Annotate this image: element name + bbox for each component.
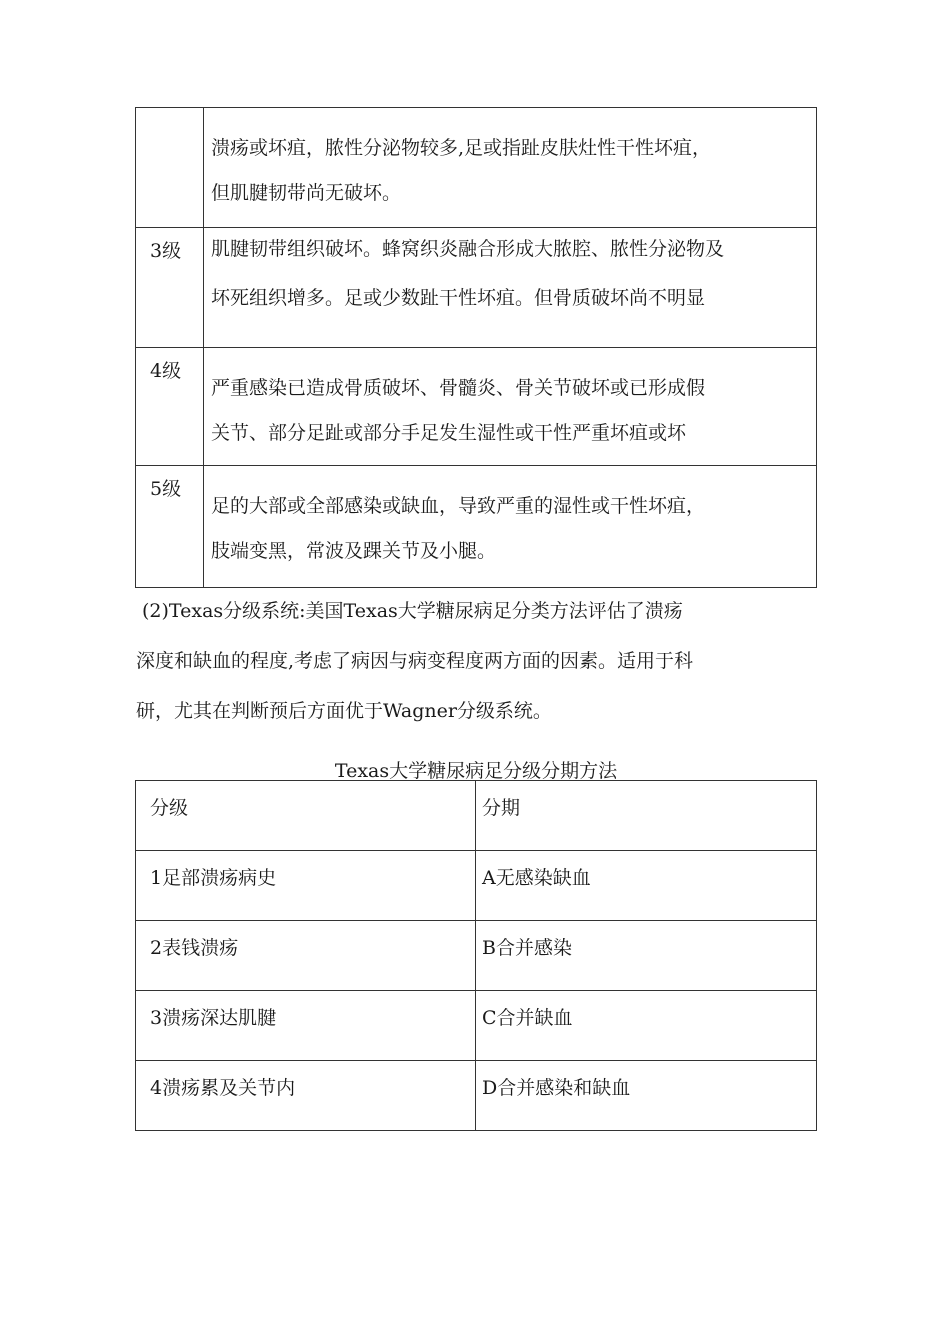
paragraph-line: 深度和缺血的程度,考虑了病因与病变程度两方面的因素。适用于科: [136, 650, 694, 672]
table-row: [136, 466, 817, 588]
texas-intro-paragraph: [136, 586, 816, 736]
grade-cell: 4级: [136, 348, 204, 466]
description-cell: [204, 228, 817, 348]
table-row: [136, 991, 817, 1061]
table-row: [136, 851, 817, 921]
table-caption: Texas大学糖尿病足分级分期方法: [334, 760, 618, 782]
header-stage: 分期: [476, 781, 817, 851]
description-cell: [204, 466, 817, 588]
description-clip: [211, 236, 810, 346]
grade-cell: 3溃疡深达肌腱: [136, 991, 476, 1061]
description-cell: [204, 108, 817, 228]
stage-cell: C合并缺血: [476, 991, 817, 1061]
description-line: 关节、部分足趾或部分手足发生湿性或干性严重坏疽或坏: [211, 422, 687, 444]
description-line: 严重感染已造成骨质破坏、骨髓炎、骨关节破坏或已形成假: [211, 377, 706, 399]
table-row: [136, 921, 817, 991]
table-row: [136, 1061, 817, 1131]
stage-cell: D合并感染和缺血: [476, 1061, 817, 1131]
paragraph-line: 研，尤其在判断预后方面优于Wagner分级系统。: [136, 700, 552, 722]
paragraph-line: (2)Texas分级系统:美国Texas大学糖尿病足分类方法评估了溃疡: [142, 600, 683, 622]
stage-cell: B合并感染: [476, 921, 817, 991]
table-header-row: [136, 781, 817, 851]
wagner-grade-table: [135, 107, 817, 588]
grade-cell: 3级: [136, 228, 204, 348]
grade-cell: [136, 108, 204, 228]
header-grade: 分级: [136, 781, 476, 851]
grade-cell: 4溃疡累及关节内: [136, 1061, 476, 1131]
description-cell: [204, 348, 817, 466]
table-row: [136, 228, 817, 348]
description-line: 肢端变黑，常波及踝关节及小腿。: [211, 540, 497, 562]
grade-cell: 1足部溃疡病史: [136, 851, 476, 921]
grade-cell: 2表钱溃疡: [136, 921, 476, 991]
description-line: 肌腱韧带组织破坏。蜂窝织炎融合形成大脓腔、脓性分泌物及: [211, 238, 725, 260]
description-line: 溃疡或坏疽，脓性分泌物较多,足或指趾皮肤灶性干性坏疽，: [211, 137, 712, 159]
stage-cell: A无感染缺血: [476, 851, 817, 921]
table-row: [136, 108, 817, 228]
texas-classification-table: [135, 780, 817, 1131]
description-line: 但肌腱韧带尚无破坏。: [211, 182, 402, 204]
table-row: [136, 348, 817, 466]
description-line: 足的大部或全部感染或缺血，导致严重的湿性或干性坏疽，: [211, 495, 706, 517]
grade-cell: 5级: [136, 466, 204, 588]
description-line: 坏死组织增多。足或少数趾干性坏疽。但骨质破坏尚不明显: [211, 287, 706, 309]
